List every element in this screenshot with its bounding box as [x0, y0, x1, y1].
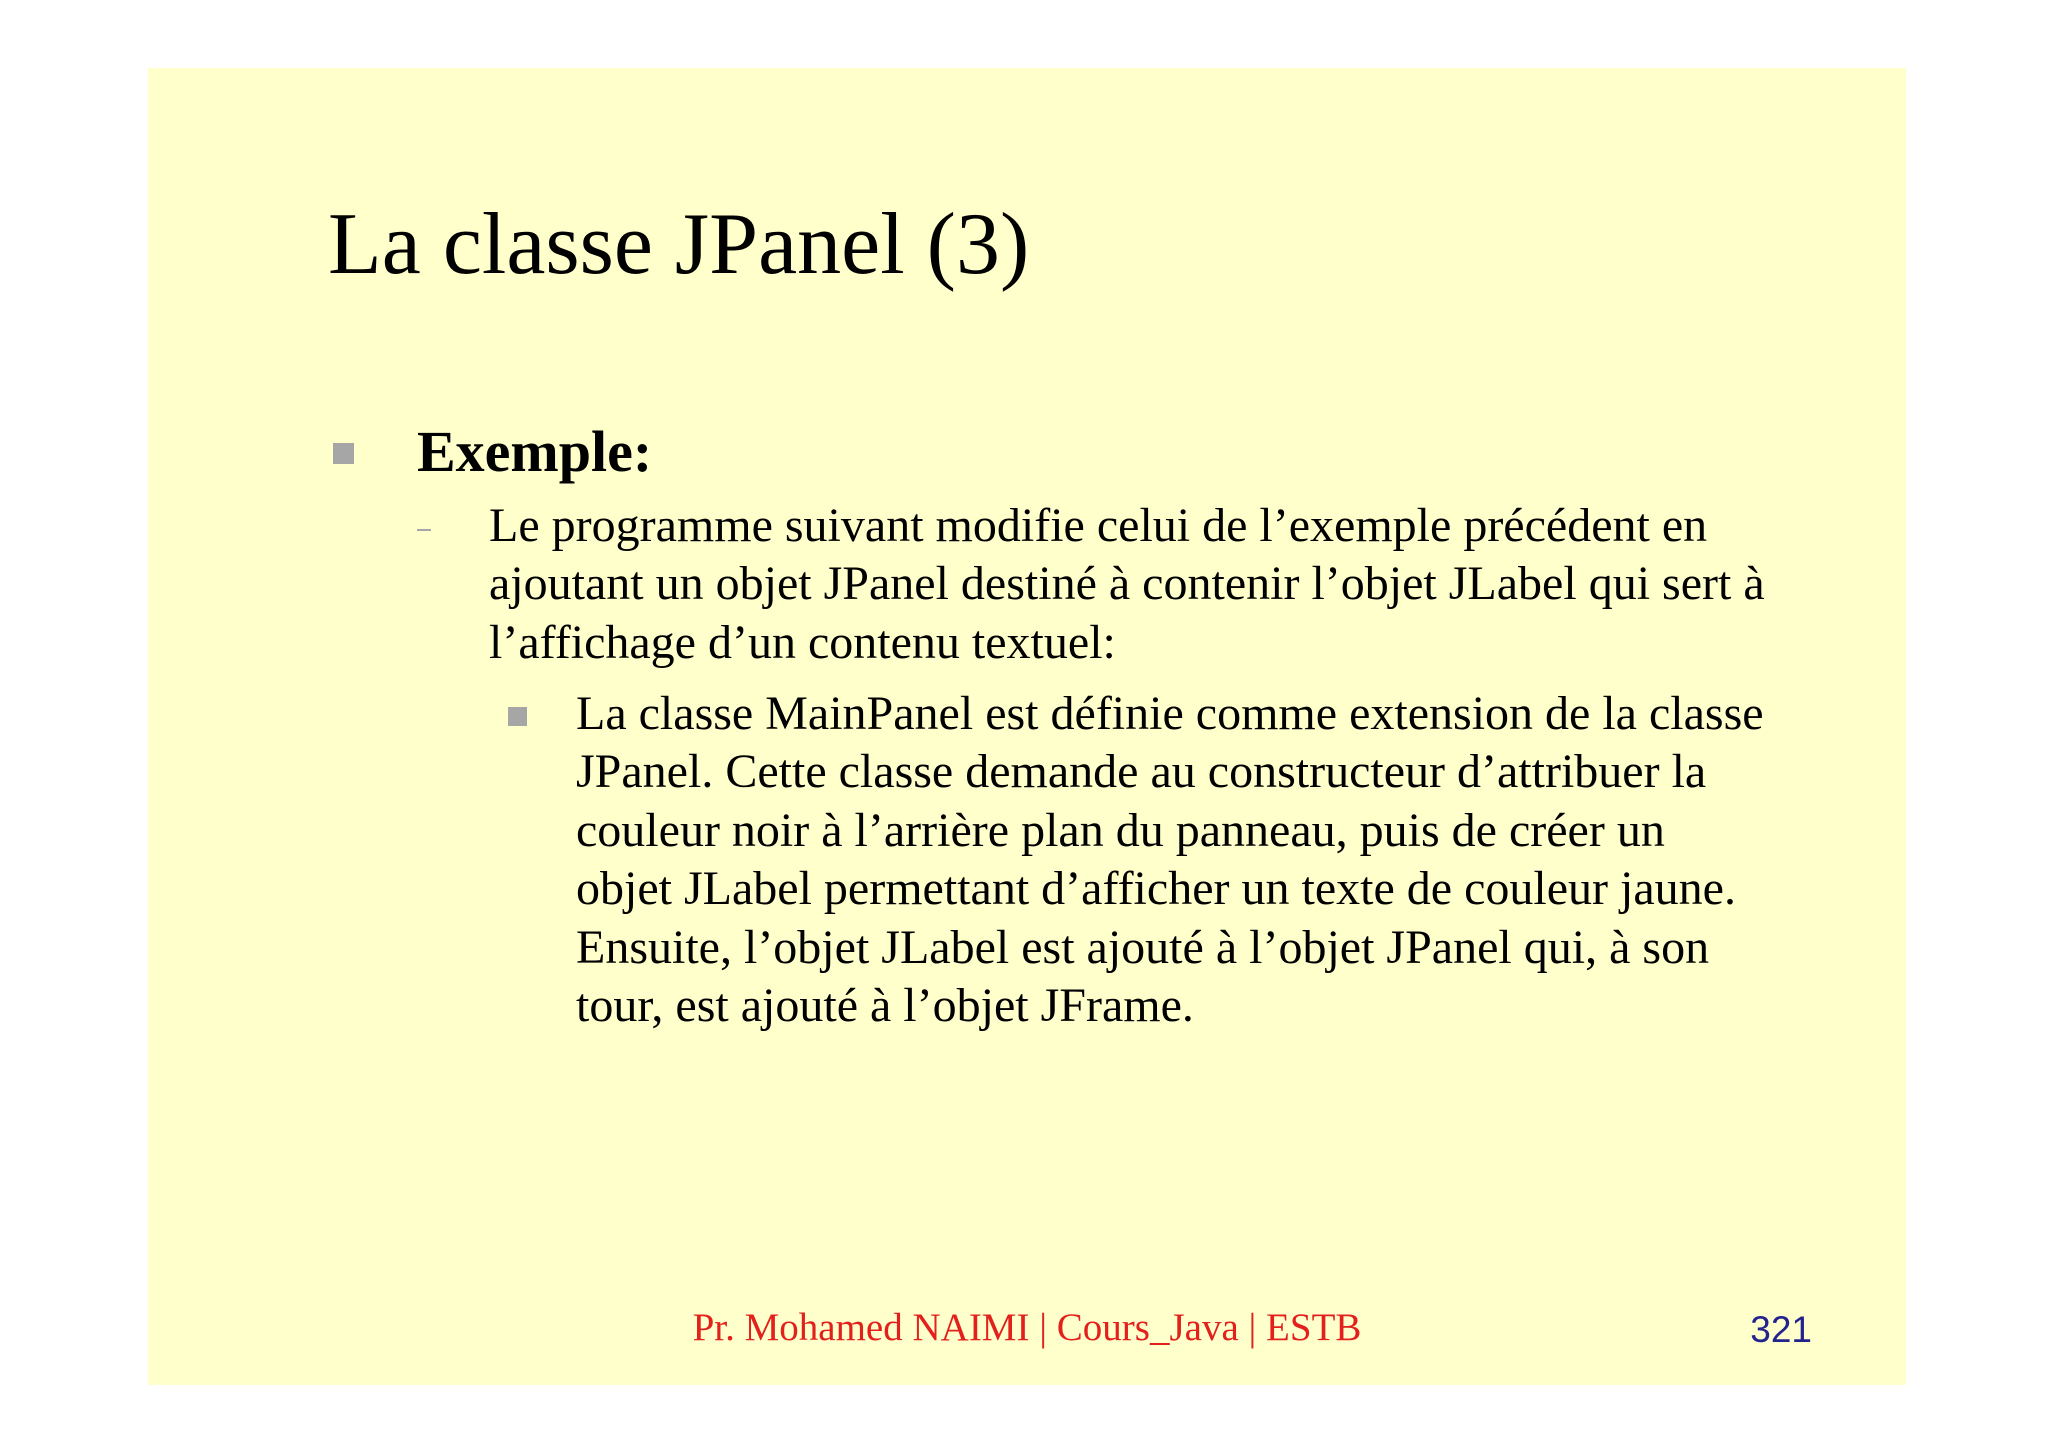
body-text-line: ajoutant un objet JPanel destiné à contenir l’objet JLabel qui sert à: [489, 557, 1765, 610]
bullet-heading: Exemple:: [417, 419, 653, 484]
body-text-line: JPanel. Cette classe demande au constructeur d’attribuer la: [576, 745, 1707, 798]
square-bullet-icon: [333, 443, 354, 464]
level2-paragraph: [489, 497, 1765, 673]
body-text-line: couleur noir à l’arrière plan du panneau, puis de créer un: [576, 803, 1665, 857]
slide: [148, 68, 1906, 1385]
body-text-line: Le programme suivant modifie celui de l’exemple précédent en: [489, 498, 1708, 552]
body-text-line: objet JLabel permettant d’afficher un texte de couleur jaune.: [576, 862, 1736, 915]
body-text-line: Ensuite, l’objet JLabel est ajouté à l’objet JPanel qui, à son: [576, 920, 1710, 974]
slide-title: La classe JPanel (3): [328, 196, 1030, 293]
dash-bullet-icon: [417, 529, 431, 531]
body-text-line: La classe MainPanel est définie comme extension de la classe: [576, 686, 1764, 740]
body-text-line: tour, est ajouté à l’objet JFrame.: [576, 979, 1194, 1032]
page-number: 321: [1750, 1309, 1812, 1350]
level3-paragraph: [576, 685, 1764, 1036]
body-text-line: l’affichage d’un contenu textuel:: [489, 615, 1116, 669]
square-bullet-icon: [508, 707, 527, 726]
footer-credit: Pr. Mohamed NAIMI | Cours_Java | ESTB: [692, 1306, 1362, 1349]
